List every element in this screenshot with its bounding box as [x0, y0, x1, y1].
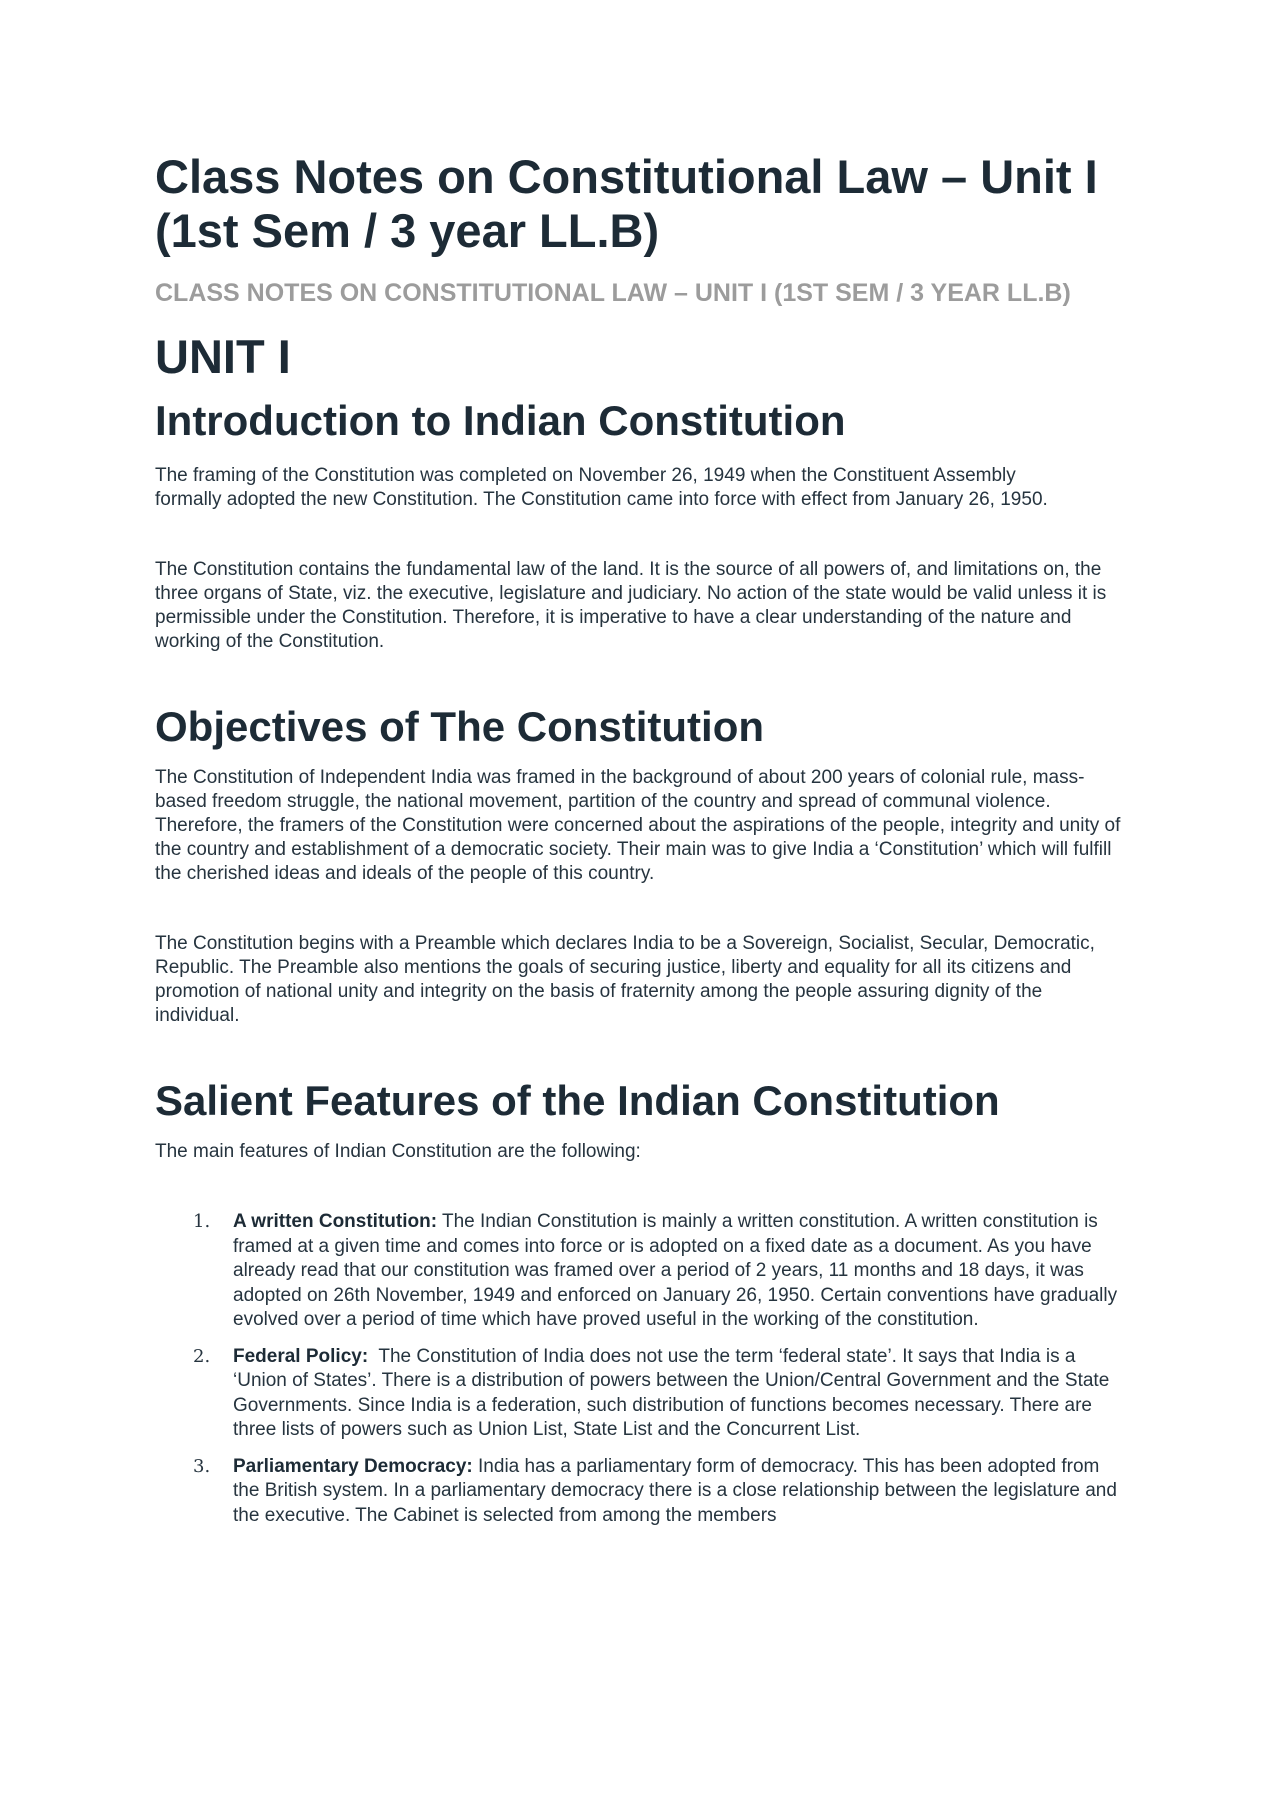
- objectives-heading: Objectives of The Constitution: [155, 703, 765, 750]
- list-item-number: 2.: [193, 1345, 211, 1367]
- features-list: [155, 1210, 1130, 1528]
- document-subtitle: CLASS NOTES ON CONSTITUTIONAL LAW – UNIT I (1ST SEM / 3 YEAR LL.B): [155, 279, 1071, 307]
- list-item-text: India has a parliamentary form of democracy. This has been adopted from the British system. In a parliamentary democracy there is a close relationship between the legislature and the executive. The Cabinet is selected from among the members: [233, 1455, 1117, 1526]
- objectives-paragraph-2: The Constitution begins with a Preamble which declares India to be a Sovereign, Socialist, Secular, Democratic, Republic. The Preamble also mentions the goals of securing justice, liberty and equality for all its citizens and promotion of national unity and integrity on the basis of fraternity among the people assuring dignity of the individual.: [155, 933, 1095, 1026]
- list-item-number: 1.: [193, 1211, 211, 1232]
- list-item: [155, 1345, 1130, 1443]
- features-intro: The main features of Indian Constitution are the following:: [155, 1141, 641, 1162]
- list-item-term: A written Constitution:: [233, 1211, 438, 1232]
- list-item-term: Parliamentary Democracy:: [233, 1455, 473, 1477]
- unit-heading: UNIT I: [155, 330, 291, 383]
- document-title: Class Notes on Constitutional Law – Unit I (1st Sem / 3 year LL.B): [155, 150, 1098, 257]
- list-item-text: The Indian Constitution is mainly a written constitution. A written constitution is framed at a given time and comes into force or is adopted on a fixed date as a document. As you have already read that our constitution was framed over a period of 2 years, 11 months and 18 days, it was adopted on 26th November, 1949 and enforced on January 26, 1950. Certain conventions have gradually evolved over a period of time which have proved useful in the working of the constitution.: [233, 1211, 1118, 1330]
- objectives-paragraph-1: The Constitution of Independent India was framed in the background of about 200 years of colonial rule, mass-based freedom struggle, the national movement, partition of the country and spread of communal violence. Therefore, the framers of the Constitution were concerned about the aspirations of the people, integrity and unity of the country and establishment of a democratic society. Their main was to give India a ‘Constitution’ which will fulfill the cherished ideas and ideals of the people of this country.: [155, 767, 1121, 884]
- list-item: [155, 1210, 1130, 1333]
- list-item-term: Federal Policy:: [233, 1345, 369, 1367]
- intro-paragraph-1: The framing of the Constitution was completed on November 26, 1949 when the Constituent Assembly formally adopted the new Constitution. The Constitution came into force with effect from January 26, 1950.: [155, 465, 1048, 510]
- list-item: [155, 1455, 1130, 1529]
- document-page: [155, 150, 1130, 1540]
- features-heading: Salient Features of the Indian Constitution: [155, 1077, 1000, 1124]
- intro-heading: Introduction to Indian Constitution: [155, 397, 846, 444]
- list-item-number: 3.: [193, 1455, 211, 1477]
- list-item-text: The Constitution of India does not use the term ‘federal state’. It says that India is a ‘Union of States’. There is a distribution of powers between the Union/Central Government and the State Governments. Since India is a federation, such distribution of functions becomes necessary. There are three lists of powers such as Union List, State List and the Concurrent List.: [233, 1345, 1115, 1440]
- intro-paragraph-2: The Constitution contains the fundamental law of the land. It is the source of all powers of, and limitations on, the three organs of State, viz. the executive, legislature and judiciary. No action of the state would be valid unless it is permissible under the Constitution. Therefore, it is imperative to have a clear understanding of the nature and working of the Constitution.: [155, 559, 1107, 652]
